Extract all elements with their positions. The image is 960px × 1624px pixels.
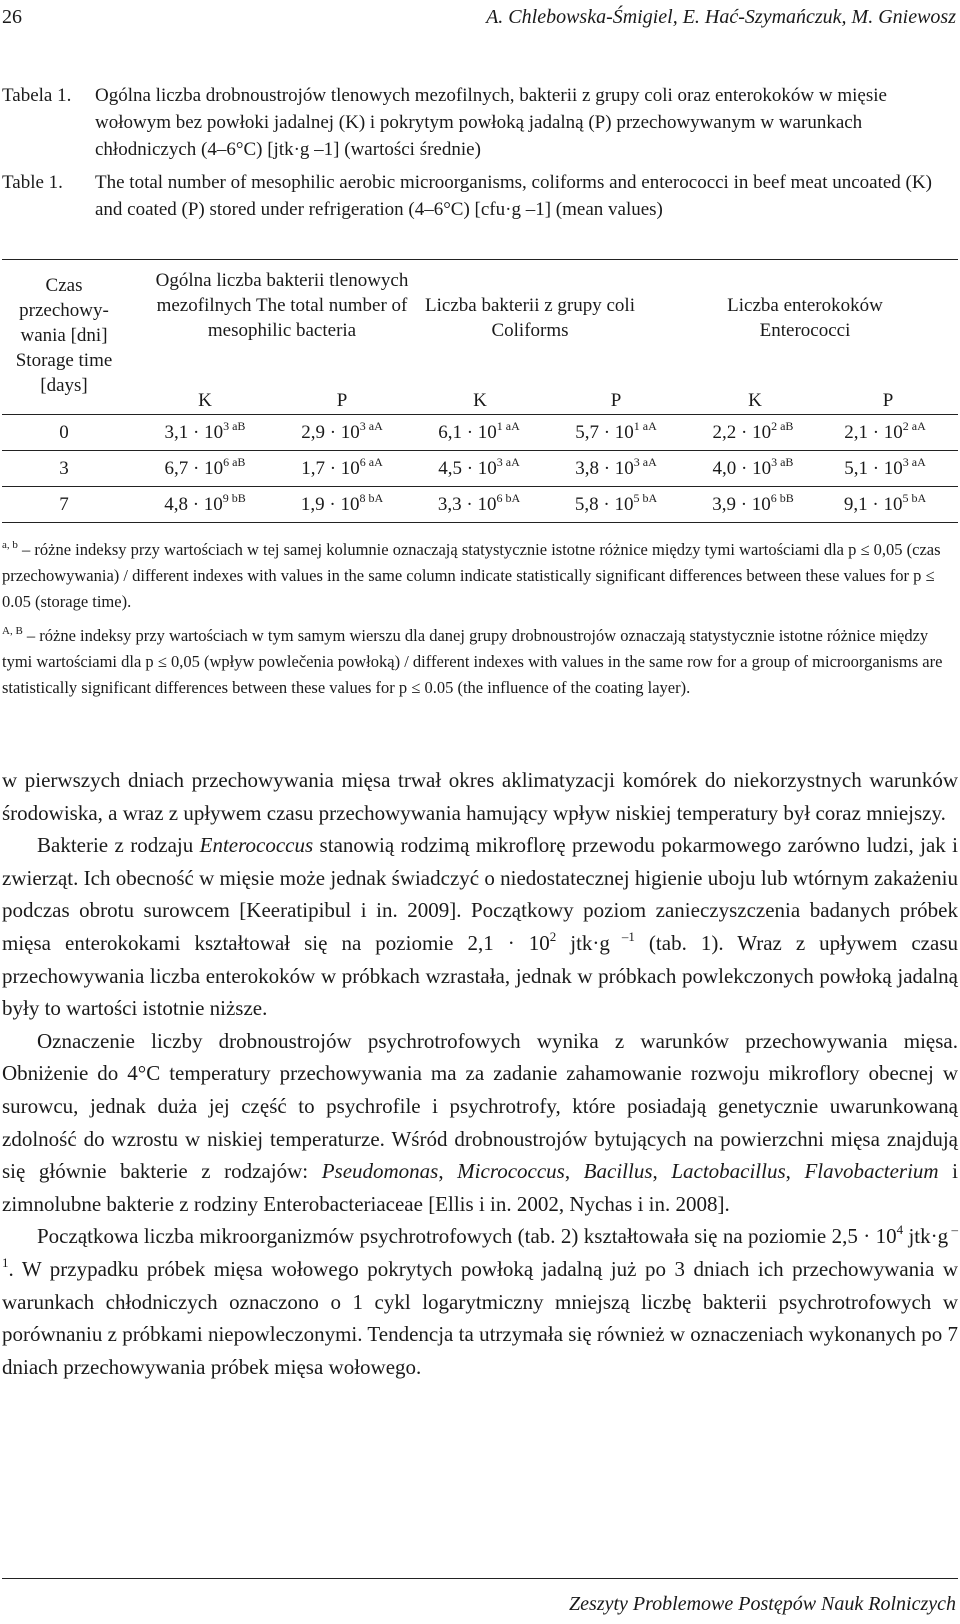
footnote-text: – różne indeksy przy wartościach w tym samym wierszu dla danej grupy drobnoustrojów oznaczają statystycznie istotne różnice między tymi wartościami dla p ≤ 0,05 (wpływ powlečenia powłoką) / different indexes with values in the same row for a group of microorganisms are statistically significant differences between these values for p ≤ 0.05 (the influence of the coating layer). [2,626,943,697]
header-rule [2,414,958,415]
table-cell: $2,1 \cdot 10^{2 aA}$ [844,419,926,443]
footnote-mark: A, B [2,625,23,637]
caption-text: The total number of mesophilic aerobic microorganisms, coliforms and enterococci in beef meat uncoated (K) and coated (P) stored under refrigeration (4–6°C) [cfu·g –1] (mean values) [95,172,932,220]
group-header-enterococci: Liczba enterokoków Enterococci [727,295,883,341]
paragraph: Początkowa liczba mikroorganizmów psychrotrofowych (tab. 2) kształtowała się na poziomie $2,5 \cdot 10^4$ jtk·g $^{-1}$. W przypadku próbek mięsa wołowego pokrytych powłoką jadalną już po 3 dniach ich przechowywania w warunkach chłodniczych oznaczono o 1 cykl logarytmiczny mniejszą liczbę bakterii psychrotrofowych w porównaniu z próbkami niepowleczonymi. Tendencja ta utrzymała się również w oznaczeniach wykonanych po 7 dniach przechowywania próbek mięsa wołowego. [2,1222,959,1379]
table-cell: $3,9 \cdot 10^{6 bB}$ [712,491,794,515]
table-cell: $5,1 \cdot 10^{3 aA}$ [844,455,926,479]
paragraph: w pierwszych dniach przechowywania mięsa trwał okres aklimatyzacji komórek do niekorzystnych warunków środowiska, a wraz z upływem czasu przechowywania hamujący wpływ niskiej temperatury był coraz mniejszy. [2,768,958,825]
sub-header-p: P [882,390,894,411]
table-cell: $3,1 \cdot 10^{3 aB}$ [164,419,246,443]
group-header-mesophilic: Ogólna liczba bakterii tlenowych mezofilnych The total number of mesophilic bacteria [155,270,409,341]
table-cell: $2,2 \cdot 10^{2 aB}$ [712,419,794,443]
table-cell: $5,7 \cdot 10^{1 aA}$ [575,419,657,443]
table-cell: $4,5 \cdot 10^{3 aA}$ [438,455,520,479]
footnote-mark: a, b [2,539,18,551]
time-value: 3 [59,458,69,479]
page-footer [2,1578,958,1615]
table-bottom-rule [2,522,958,523]
table-cell: $3,3 \cdot 10^{6 bA}$ [437,491,521,515]
table-cell: $5,8 \cdot 10^{5 bA}$ [574,491,658,515]
caption-text: Ogólna liczba drobnoustrojów tlenowych mezofilnych, bakterii z grupy coli oraz enterokoków w mięsie wołowym bez powłoki jadalnej (K) i pokrytym powłoką jadalną (P) przechowywanym w warunkach chłodniczych (4–6°C) [jtk·g –1] (wartości średnie) [95,85,887,160]
page-header [2,6,958,34]
table-caption-english [2,169,958,223]
table-cell: $2,9 \cdot 10^{3 aA}$ [301,419,383,443]
footnote-lowercase [2,532,958,615]
group-header-coliforms: Liczba bakterii z grupy coli Coliforms [425,295,635,341]
page-number: 26 [2,6,22,28]
caption-label: Tabela 1. [2,85,72,106]
sub-header-p: P [610,390,622,411]
caption-label: Table 1. [2,172,63,193]
row-rule [2,486,958,487]
table-cell: $3,8 \cdot 10^{3 aA}$ [575,455,657,479]
table-cell: $4,8 \cdot 10^{9 bB}$ [164,491,246,515]
paragraph: Bakterie z rodzaju Enterococcus stanowią rodzimą mikroflorę przewodu pokarmowego zarówno ludzi, jak i zwierząt. Ich obecność w mięsie może jednak świadczyć o niedostatecznej higienie uboju lub wtórnym zakażeniu podczas obrotu surowcem [Keeratipibul i in. 2009]. Początkowy poziom zanieczyszczenia badanych próbek mięsa enterokokami kształtował się na poziomie $2,1 \cdot 10^2$ jtk·g $^{-1}$ (tab. 1). Wraz z upływem czasu przechowywania liczba enterokoków w próbkach wzrastała, jednak w próbkach powlekczonych powłoką jadalną były to wartości istotnie niższe. [2,833,958,1021]
table-cell: $6,1 \cdot 10^{1 aA}$ [438,419,520,443]
table-cell: $4,0 \cdot 10^{3 aB}$ [712,455,794,479]
row-rule [2,450,958,451]
time-value: 0 [59,422,69,443]
sub-header-k: K [748,390,762,411]
table-cell: $1,7 \cdot 10^{6 aA}$ [301,455,383,479]
table-cell: $6,7 \cdot 10^{6 aB}$ [164,455,246,479]
table-cell: $1,9 \cdot 10^{8 bA}$ [300,491,384,515]
table-top-rule [2,259,958,260]
sub-header-k: K [198,390,212,411]
sub-header-k: K [473,390,487,411]
table-caption-polish [2,82,958,163]
journal-title: Zeszyty Problemowe Postępów Nauk Rolniczych [569,1593,956,1615]
time-value: 7 [59,494,69,515]
footnote-uppercase [2,618,958,701]
body-text [2,764,958,1383]
footnote-text: – różne indeksy przy wartościach w tej samej kolumnie oznaczają statystycznie istotne różnice między tymi wartościami dla p ≤ 0,05 (czas przechowywania) / different indexes with values in the same column indicate statistically significant differences between these values for p ≤ 0.05 (storage time). [2,540,941,611]
time-column-header: Czas przechowy-wania [dni] Storage time [days] [15,275,113,396]
sub-header-p: P [336,390,348,411]
running-authors: A. Chlebowska-Śmigiel, E. Hać-Szymańczuk, M. Gniewosz [486,6,956,28]
table-cell: $9,1 \cdot 10^{5 bA}$ [843,491,927,515]
paragraph: Oznaczenie liczby drobnoustrojów psychrotrofowych wynika z warunków przechowywania mięsa. Obniżenie do 4°C temperatury przechowywania ma za zadanie zahamowanie rozwoju mikroflory obecnej w surowcu, jednak duża jej część to psychrofile i psychrotrofy, które posiadają genetycznie uwarunkowaną zdolność do wzrostu w niskiej temperaturze. Wśród drobnoustrojów bytujących na powierzchni mięsa znajdują się głównie bakterie z rodzajów: Pseudomonas, Micrococcus, Bacillus, Lactobacillus, Flavobacterium i zimnolubne bakterie z rodziny Enterobacteriaceae [Ellis i in. 2002, Nychas i in. 2008]. [2,1028,959,1216]
